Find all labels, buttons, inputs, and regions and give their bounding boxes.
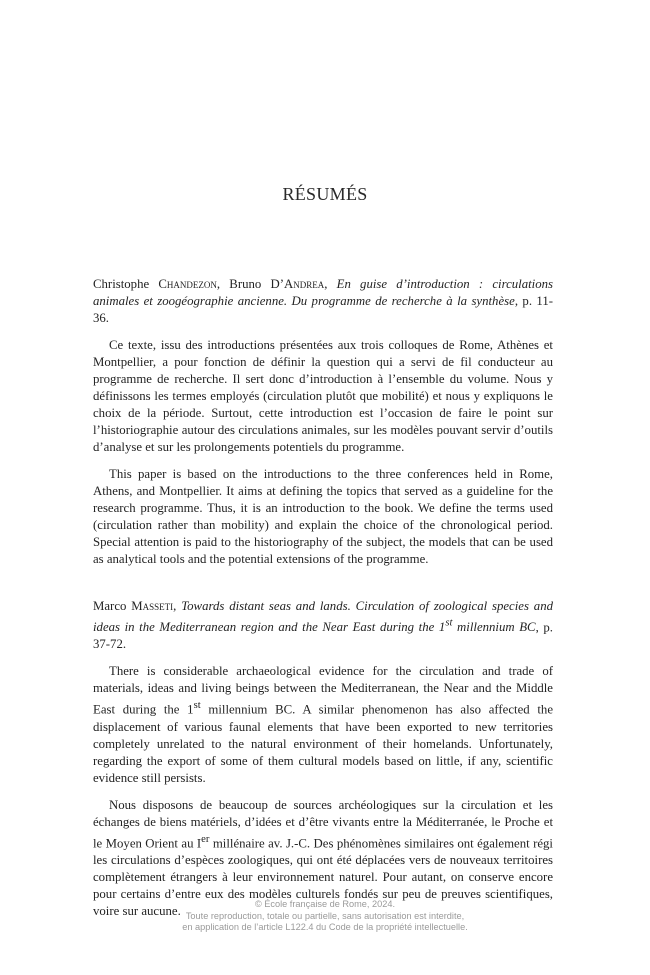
author-last-name: D’Andrea xyxy=(270,277,325,291)
abstract-superscript: er xyxy=(201,833,210,845)
copyright-footer xyxy=(0,899,650,934)
entry-reference xyxy=(93,276,553,327)
title-superscript: st xyxy=(445,618,453,629)
abstract-french: Ce texte, issu des introductions présentées aux trois colloques de Rome, Athènes et Montpellier, a pour fonction de définir la question qui a servi de fil conducteur au programme de recherche. Il sert donc d’introduction à l’ensemble du volume. Nous y définissons les termes employés (circulation plutôt que mobilité) et nous y expliquons le choix de la période. Surtout, cette introduction est l’occasion de faire le point sur l’historiographie autour des circulations animales, sur les modèles pouvant servir d’outils d’analyse et sur les prolongements potentiels du programme. xyxy=(93,338,553,454)
title-text: Towards distant seas and lands. Circulation of zoological species and ideas in the Mediterranean region and the Near East during the 1 xyxy=(93,599,553,635)
copyright-line: Toute reproduction, totale ou partielle, sans autorisation est interdite, xyxy=(185,910,465,921)
copyright-line: © École française de Rome, 2024. xyxy=(254,899,396,909)
abstract-text: millénaire av. J.-C. Des phénomènes similaires ont également régi les circulations d’espèces zoologiques, qui ont été déplacées vers de nouveaux territoires complètement étrangers à leur environnement naturel. Pour autant, on conserve encore pour certains d’entre eux des modèles culturels fondés sur peu de preuves scientifiques, voire sur aucune. xyxy=(93,835,553,918)
copyright-line: en application de l’article L122.4 du Code de la propriété intellectuelle. xyxy=(182,922,468,932)
author-separator: , xyxy=(216,277,230,291)
author-first-name: Marco xyxy=(93,599,127,613)
abstracts-list xyxy=(93,276,553,920)
author-last-name: Chandezon xyxy=(158,277,217,291)
abstract-english: This paper is based on the introductions to the three conferences held in Rome, Athens, and Montpellier. It aims at defining the topics that served as a guideline for the research programme. Thus, it is an introduction to the book. We define the terms used (circulation rather than mobility) and explain the choice of the chronological period. Special attention is paid to the historiography of the subject, the models that can be used as analytical tools and the potential extensions of the programme. xyxy=(93,467,553,566)
abstract-text: There is considerable archaeological evidence for the circulation and trade of materials, ideas and living beings between the Mediterranean, the Near and the Middle East during the 1 xyxy=(93,664,553,717)
abstract-text: millennium BC. A similar phenomenon has also affected the displacement of various faunal elements that have been exported to new territories completely unrelated to the natural environment of their homelands. Unfortunately, regarding the export of some of them cultural models based on little, if any, scientific evidence still persists. xyxy=(93,702,553,785)
entry-reference xyxy=(93,598,553,653)
abstract-entry xyxy=(93,276,553,568)
author-separator: , xyxy=(324,277,337,291)
page-title: RÉSUMÉS xyxy=(282,184,368,204)
abstract-superscript: st xyxy=(193,700,201,712)
author-separator: , xyxy=(173,599,182,613)
page-range: , p. 37-72. xyxy=(93,620,553,652)
page-range: , p. 11-36. xyxy=(93,294,554,325)
author-first-name: Christophe xyxy=(93,277,150,291)
abstract-entry xyxy=(93,598,553,920)
title-text: millennium BC xyxy=(452,620,536,635)
abstract-english xyxy=(93,663,553,786)
article-title: En guise d’introduction : circulations animales et zoogéographie ancienne. Du programme de recherche à la synthèse xyxy=(93,277,554,308)
author-first-name: Bruno xyxy=(229,277,262,291)
abstract-text: Nous disposons de beaucoup de sources archéologiques sur la circulation et les échanges de biens matériels, d’idées et d’être vivants entre la Méditerranée, le Proche et le Moyen Orient au I xyxy=(93,797,553,850)
author-last-name: Masseti xyxy=(131,599,174,613)
